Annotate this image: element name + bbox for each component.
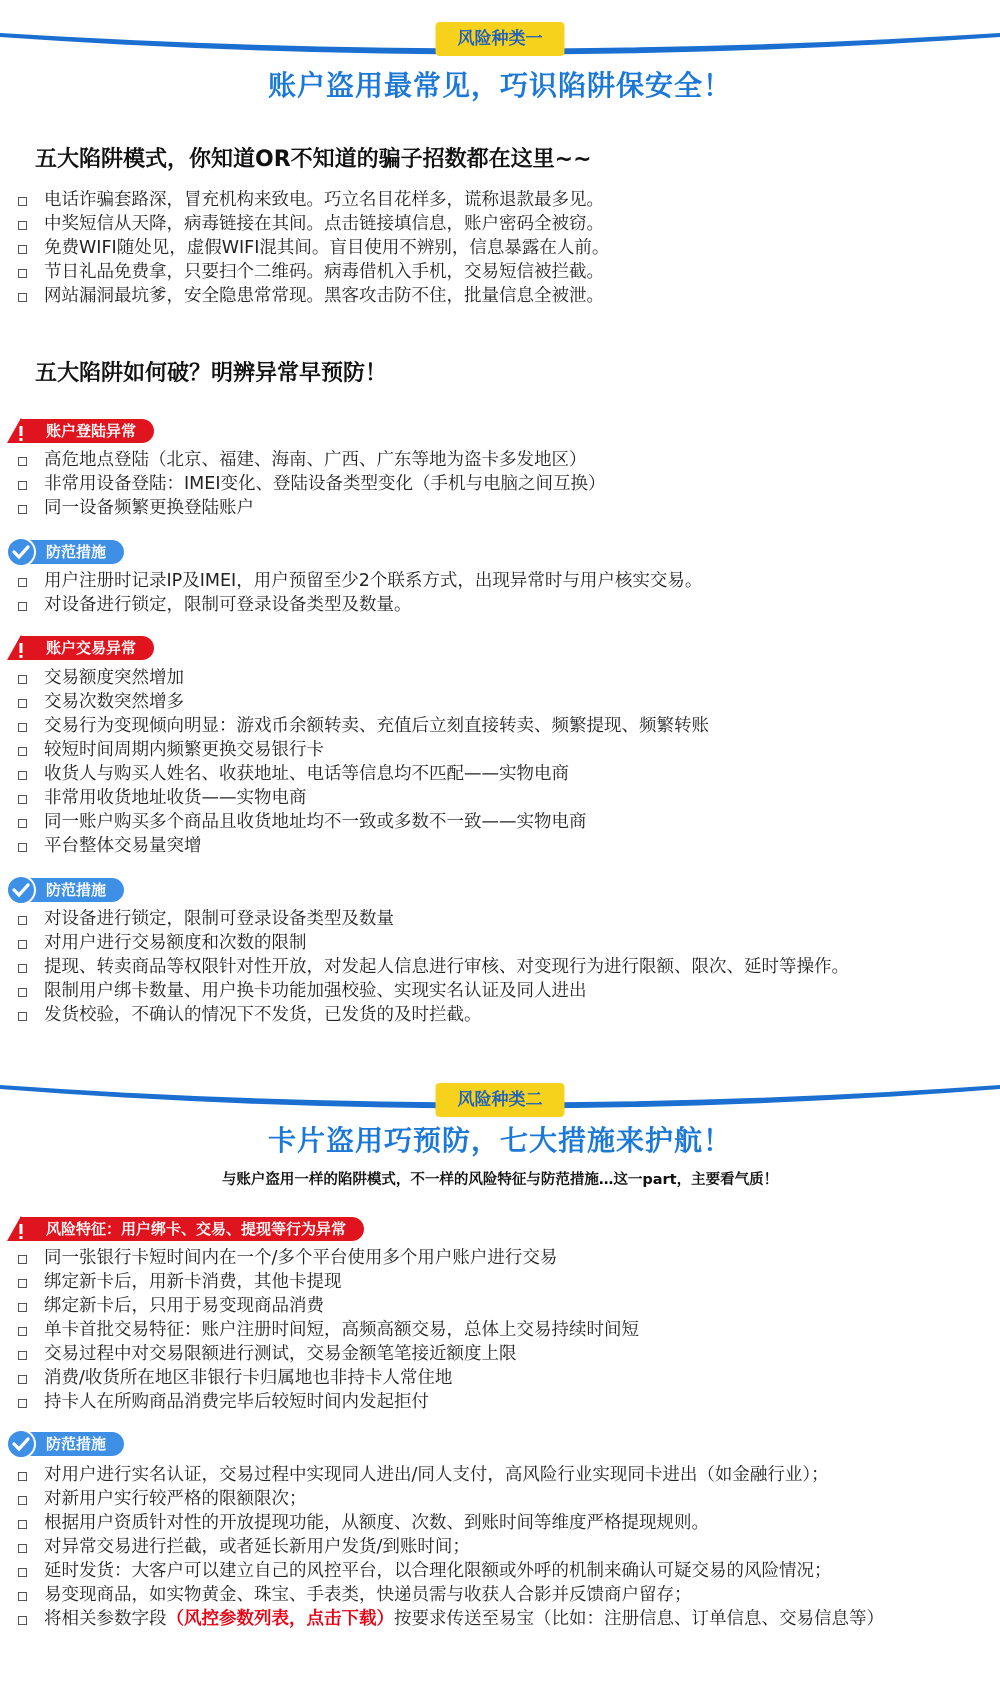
section-title: 账户盗用最常见，巧识陷阱保安全！	[267, 69, 732, 102]
risk-type-tag: 风险种类一	[436, 22, 565, 56]
list-item: 发货校验，不确认的情况下不发货，已发货的及时拦截。	[18, 1003, 849, 1027]
check-icon	[6, 537, 36, 567]
check-icon	[6, 875, 36, 905]
list-item: 易变现商品，如实物黄金、珠宝、手表类，快递员需与收获人合影并反馈商户留存；	[18, 1583, 884, 1607]
list-item: 同一账户购买多个商品且收货地址均不一致或多数不一致——实物电商	[18, 810, 709, 834]
item-prefix: 将相关参数字段	[44, 1609, 167, 1629]
list-item: 持卡人在所购商品消费完毕后较短时间内发起拒付	[18, 1390, 639, 1414]
list-item: 绑定新卡后，用新卡消费，其他卡提现	[18, 1270, 639, 1294]
list-item: 绑定新卡后，只用于易变现商品消费	[18, 1294, 639, 1318]
list-item: 对用户进行实名认证，交易过程中实现同人进出/同人支付，高风险行业实现同卡进出（如金融行业）；	[18, 1463, 884, 1487]
list-item: 消费/收货所在地区非银行卡归属地也非持卡人常住地	[18, 1366, 639, 1390]
list-item: 节日礼品免费拿，只要扫个二维码。病毒借机入手机，交易短信被拦截。	[18, 260, 609, 284]
list-item: 平台整体交易量突增	[18, 834, 709, 858]
list-item: 收货人与购买人姓名、收获地址、电话等信息均不匹配——实物电商	[18, 762, 709, 786]
badge-label: 账户交易异常	[20, 636, 154, 660]
item-suffix: 按要求传送至易宝（比如：注册信息、订单信息、交易信息等）	[394, 1609, 884, 1629]
list-item: 根据用户资质针对性的开放提现功能，从额度、次数、到账时间等维度严格提现规则。	[18, 1511, 884, 1535]
list-item: 非常用设备登陆：IMEI变化、登陆设备类型变化（手机与电脑之间互换）	[18, 472, 605, 496]
risk-type-tag: 风险种类二	[436, 1083, 565, 1117]
list-item: 对用户进行交易额度和次数的限制	[18, 931, 849, 955]
list-item: 对新用户实行较严格的限额限次；	[18, 1487, 884, 1511]
list-item: 网站漏洞最坑爹，安全隐患常常现。黑客攻击防不住，批量信息全被泄。	[18, 284, 609, 308]
list-item: 非常用收货地址收货——实物电商	[18, 786, 709, 810]
badge-label: 风险特征：用户绑卡、交易、提现等行为异常	[20, 1217, 364, 1241]
risk-params-download-link[interactable]: （风控参数列表，点击下载）	[166, 1609, 394, 1629]
prevention-heading: 五大陷阱如何破？明辨异常早预防！	[35, 361, 388, 386]
list-item: 对异常交易进行拦截，或者延长新用户发货/到账时间；	[18, 1535, 884, 1559]
login-anomaly-list	[18, 448, 605, 520]
list-item: 免费WIFI随处见，虚假WIFI混其间。盲目使用不辨别，信息暴露在人前。	[18, 236, 609, 260]
badge-label: 账户登陆异常	[20, 419, 154, 443]
warning-icon	[6, 416, 36, 446]
check-icon	[6, 1429, 36, 1459]
list-item: 限制用户绑卡数量、用户换卡功能加强校验、实现实名认证及同人进出	[18, 979, 849, 1003]
section-title: 卡片盗用巧预防，七大措施来护航！	[267, 1124, 732, 1157]
list-item: 对设备进行锁定，限制可登录设备类型及数量	[18, 907, 849, 931]
warning-icon	[6, 633, 36, 663]
trade-anomaly-list	[18, 666, 709, 858]
list-item: 高危地点登陆（北京、福建、海南、广西、广东等地为盗卡多发地区）	[18, 448, 605, 472]
traps-heading: 五大陷阱模式，你知道OR不知道的骗子招数都在这里~~	[35, 147, 592, 172]
section-subtitle: 与账户盗用一样的陷阱模式，不一样的风险特征与防范措施…这一part，主要看气质！	[221, 1172, 779, 1188]
badge-label: 防范措施	[20, 540, 124, 564]
measures-list	[18, 1463, 884, 1631]
measures-list	[18, 907, 849, 1027]
list-item: 对设备进行锁定，限制可登录设备类型及数量。	[18, 593, 702, 617]
list-item: 交易次数突然增多	[18, 690, 709, 714]
traps-list	[18, 188, 609, 308]
list-item: 电话诈骗套路深，冒充机构来致电。巧立名目花样多，谎称退款最多见。	[18, 188, 609, 212]
list-item: 延时发货：大客户可以建立自己的风控平台，以合理化限额或外呼的机制来确认可疑交易的风险情况；	[18, 1559, 884, 1583]
list-item: 交易行为变现倾向明显：游戏币余额转卖、充值后立刻直接转卖、频繁提现、频繁转账	[18, 714, 709, 738]
list-item: 用户注册时记录IP及IMEI，用户预留至少2个联系方式，出现异常时与用户核实交易。	[18, 569, 702, 593]
list-item: 提现、转卖商品等权限针对性开放，对发起人信息进行审核、对变现行为进行限额、限次、延时等操作。	[18, 955, 849, 979]
list-item-download	[18, 1607, 884, 1631]
list-item: 交易额度突然增加	[18, 666, 709, 690]
badge-label: 防范措施	[20, 1432, 124, 1456]
list-item: 同一设备频繁更换登陆账户	[18, 496, 605, 520]
list-item: 交易过程中对交易限额进行测试，交易金额笔笔接近额度上限	[18, 1342, 639, 1366]
risk-feature-list	[18, 1246, 639, 1414]
list-item: 中奖短信从天降，病毒链接在其间。点击链接填信息，账户密码全被窃。	[18, 212, 609, 236]
list-item: 单卡首批交易特征：账户注册时间短，高频高额交易，总体上交易持续时间短	[18, 1318, 639, 1342]
warning-icon	[6, 1214, 36, 1244]
list-item: 较短时间周期内频繁更换交易银行卡	[18, 738, 709, 762]
badge-label: 防范措施	[20, 878, 124, 902]
measures-list	[18, 569, 702, 617]
list-item: 同一张银行卡短时间内在一个/多个平台使用多个用户账户进行交易	[18, 1246, 639, 1270]
